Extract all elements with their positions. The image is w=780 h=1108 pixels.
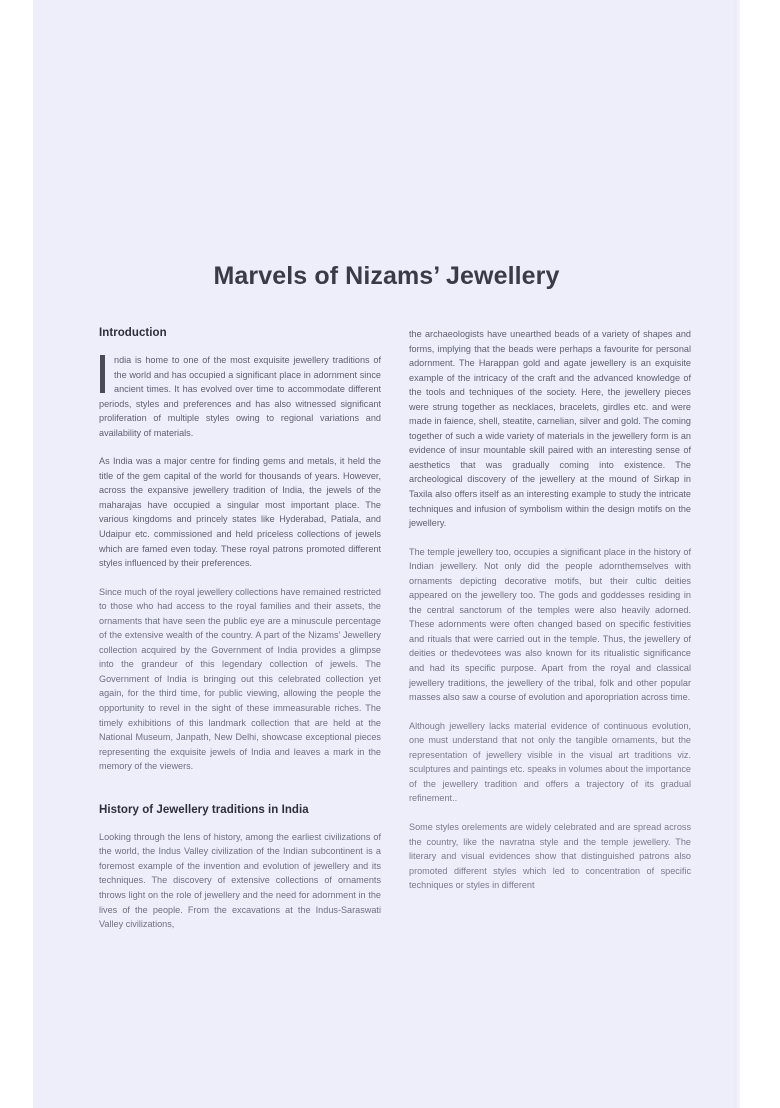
- paragraph-intro-1: [99, 353, 381, 440]
- right-column: [409, 327, 691, 1007]
- drop-cap-letter-i: [100, 355, 105, 393]
- paragraph-right-3: Although jewellery lacks material evidence of continuous evolution, one must understand that not only the tangible ornaments, but the representation of jewellery visible in the visual art traditions viz. sculptures and paintings etc. speaks in volumes about the importance of the jewellery tradition and offers a trajectory of its gradual refinement..: [409, 720, 691, 804]
- two-column-body: [99, 327, 691, 1007]
- heading-history-of-jewellery: History of Jewellery traditions in India: [99, 803, 309, 816]
- paragraph-intro-3: Since much of the royal jewellery collections have remained restricted to those who had access to the royal families and their assets, the ornaments that have seen the public eye are a minuscule percentage of the extensive wealth of the country. A part of the Nizams’ Jewellery collection acquired by the Government of India provides a glimpse into the grandeur of this legendary collection of jewels. The Government of India is bringing out this celebrated collection yet again, for the third time, for public viewing, allowing the people the opportunity to revel in the sight of these immeasurable riches. The timely exhibitions of this landmark collection that are held at the National Museum, Janpath, New Delhi, showcase exceptional pieces representing the exquisite jewels of India and leaves a mark in the memory of the viewers.: [99, 586, 381, 772]
- left-column: [99, 327, 381, 1007]
- paragraph-history-1: Looking through the lens of history, among the earliest civilizations of the world, the Indus Valley civilization of the Indian subcontinent is a foremost example of the invention and evolution of jewellery and its techniques. The discovery of extensive collections of ornaments throws light on the role of jewellery and the need for adornment in the lives of the people. From the excavations at the Indus-Saraswati Valley civilizations,: [99, 831, 381, 930]
- paragraph-intro-1-text: ndia is home to one of the most exquisite jewellery traditions of the world and has occupied a significant place in adornment since ancient times. It has evolved over time to accommodate different periods, styles and preferences and has also witnessed significant proliferation of multiple styles owing to regional variations and availability of materials.: [99, 355, 381, 438]
- paragraph-intro-2: As India was a major centre for finding gems and metals, it held the title of the gem capital of the world for thousands of years. However, across the expansive jewellery tradition of India, the jewels of the maharajas have occupied a singular most important place. The various kingdoms and princely states like Hyderabad, Patiala, and Udaipur etc. commissioned and held priceless collections of jewels which are famed even today. These royal patrons promoted different styles influenced by their preferences.: [99, 456, 381, 569]
- paragraph-right-2: The temple jewellery too, occupies a significant place in the history of Indian jewellery. Not only did the people adornthemselves with ornaments depicting decorative motifs, but their cultic deities appeared on the jewellery too. The gods and goddesses residing in the central sanctorum of the temples were also heavily adorned. These adornments were often changed based on specific festivities and rituals that were carried out in the temple. Thus, the jewellery of deities or thedevotees was also known for its ritualistic significance and had its specific purpose. Apart from the royal and classical jewellery traditions, the jewellery of the tribal, folk and other popular masses also saw a course of evolution and aporopriation across time.: [409, 546, 691, 703]
- page-title: Marvels of Nizams’ Jewellery: [213, 262, 560, 290]
- paragraph-right-4: Some styles orelements are widely celebrated and are spread across the country, like the navratna style and the temple jewellery. The literary and visual evidences show that distinguished patrons also promoted different styles which led to concentration of specific techniques or styles in different: [409, 821, 691, 891]
- heading-introduction: Introduction: [99, 327, 167, 339]
- paragraph-right-1: the archaeologists have unearthed beads of a variety of shapes and forms, implying that the beads were perhaps a favourite for personal adornment. The Harappan gold and agate jewellery is an exquisite example of the intricacy of the craft and the advanced knowledge of the tools and techniques of the society. Here, the jewellery pieces were strung together as necklaces, bracelets, girdles etc. and were made in faience, shell, steatite, carnelian, silver and gold. The coming together of such a wide variety of materials in the jewellery form is an evidence of insur mountable skill paired with an interesting sense of aesthetics that was gradually coming into existence. The archeological discovery of the jewellery at the mound of Sirkap in Taxila also offers itself as an interesting example to study the intricate techniques and infusion of symbolism within the design motifs on the jewellery.: [409, 329, 691, 529]
